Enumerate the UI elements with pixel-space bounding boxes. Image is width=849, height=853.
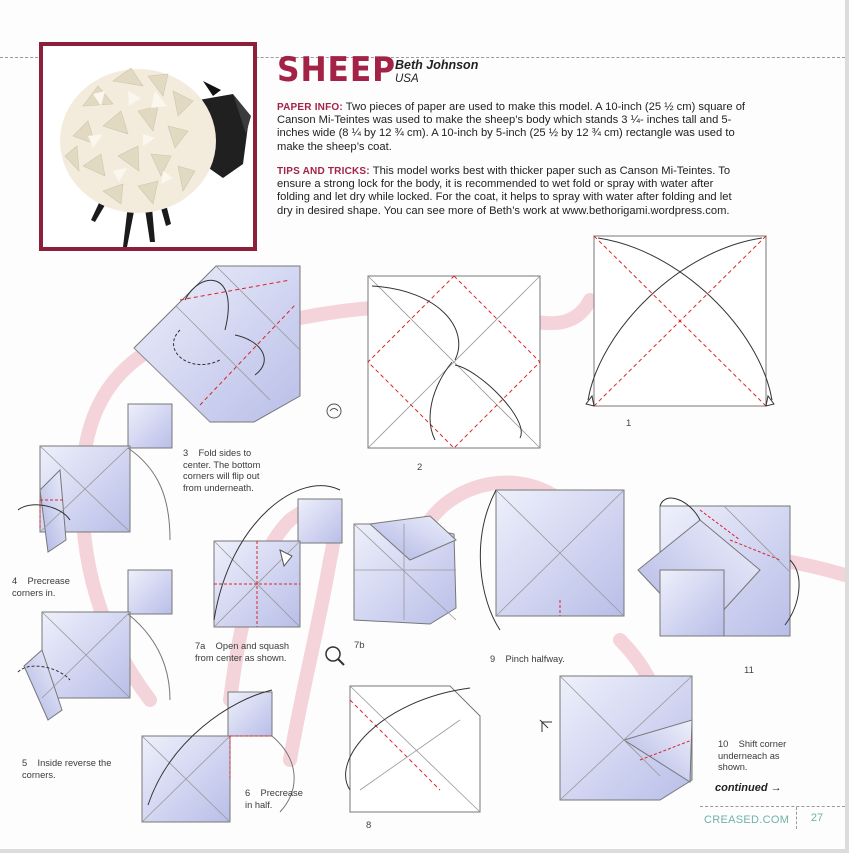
step-10-diagram: [540, 676, 692, 800]
tips-label: TIPS AND TRICKS:: [277, 166, 370, 177]
tips-text: This model works best with thicker paper such as Canson Mi-Teintes. To ensure a strong lock for the body, it is recommended to wet fold or spray with water after folding and let dry while locked. For the coat, it helps to spray with water after folding and let dry in desired shape. You can see more of Beth’s work at www.bethorigami.wordpress.com.: [277, 165, 732, 217]
step-2-number: 2: [417, 462, 423, 473]
step-7b-number: 7b: [354, 640, 365, 651]
step-11-diagram: [638, 498, 799, 636]
step-1-number: 1: [626, 418, 632, 429]
step-3-caption: 3 Fold sides to center. The bottom corners will flip out from underneath.: [183, 448, 261, 493]
footer-website: CREASED.COM: [704, 814, 790, 826]
page-number: 27: [796, 807, 837, 829]
author-name: Beth Johnson: [395, 58, 479, 72]
model-title: SHEEP: [277, 50, 396, 90]
magnify-icon: [326, 647, 340, 661]
step-6-caption: 6 Precrease in half.: [245, 788, 303, 810]
step-8-number: 8: [366, 820, 372, 831]
step-8-diagram: [346, 686, 480, 812]
paper-info-text: Two pieces of paper are used to make this model. A 10-inch (25 ½ cm) square of Canson Mi-Teintes was used to make the sheep’s body which stands 3 ¼- inches tall and 5-inches wide (8 ¼ by 12 ¾ cm). A 10-inch by 5-inch (25 ½ by 12 ¾ cm) rectangle was used to make the sheep’s coat.: [277, 101, 746, 153]
step-11-number: 11: [744, 665, 754, 676]
step-3-diagram: [134, 266, 300, 422]
step-9-caption: 9 Pinch halfway.: [490, 654, 565, 664]
step-9-diagram: [480, 490, 624, 630]
step-2-diagram: [327, 276, 540, 448]
paper-info-label: PAPER INFO:: [277, 102, 343, 113]
step-10-caption: 10 Shift corner underneach as shown.: [718, 739, 787, 772]
step-7b-diagram: [326, 516, 456, 665]
author-country: USA: [395, 73, 419, 85]
step-1-diagram: [586, 236, 774, 406]
step-4-caption: 4 Precrease corners in.: [12, 576, 70, 598]
step-5-caption: 5 Inside reverse the corners.: [22, 758, 112, 780]
step-7a-caption: 7a Open and squash from center as shown.: [195, 641, 290, 663]
continued-label: continued →: [715, 782, 782, 794]
